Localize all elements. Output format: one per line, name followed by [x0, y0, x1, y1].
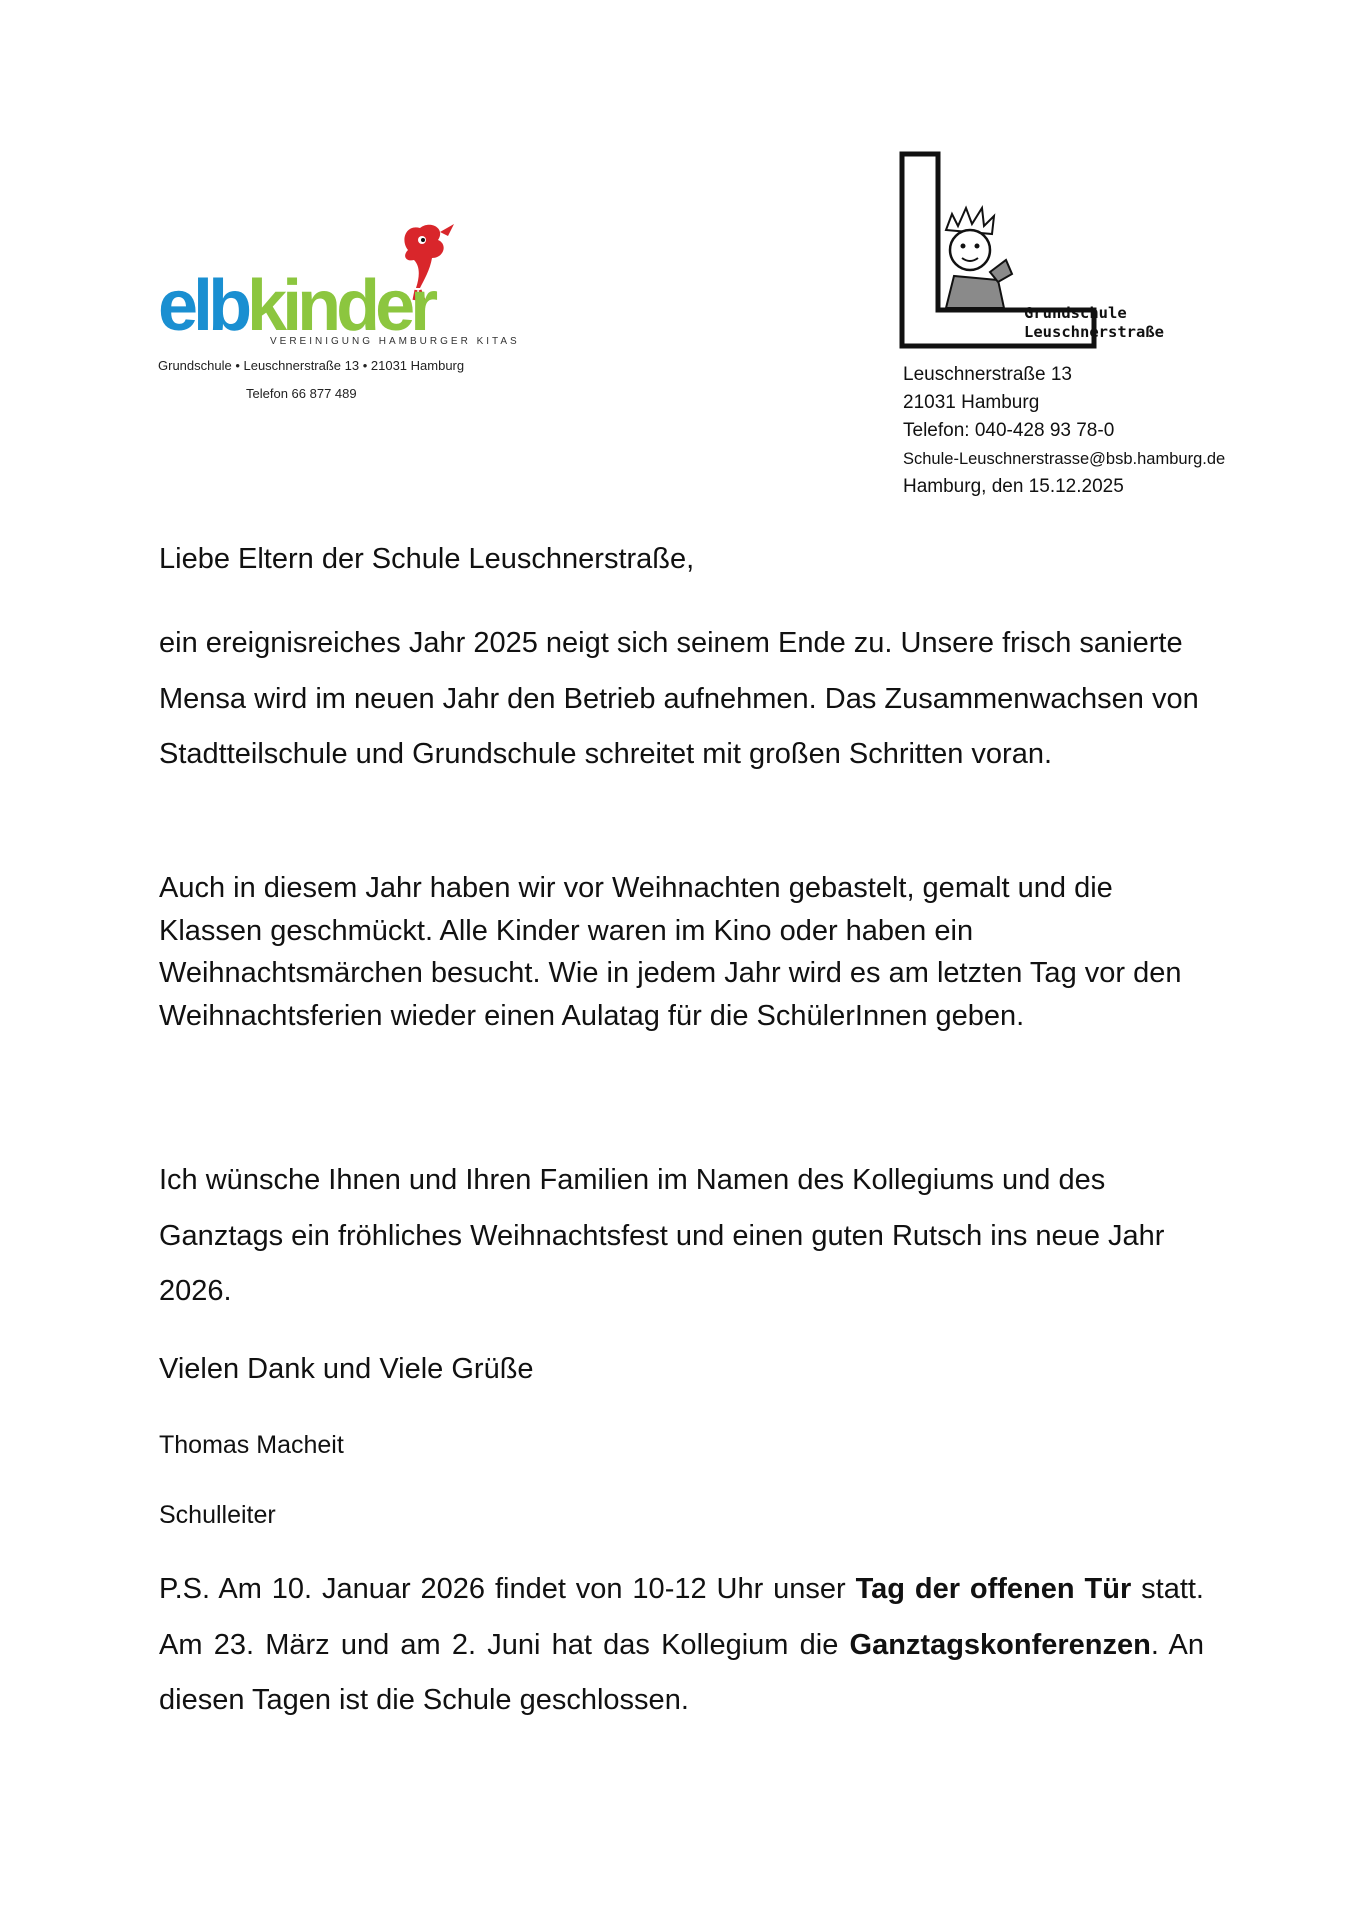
paragraph-2: Auch in diesem Jahr haben wir vor Weihnachten gebastelt, gemalt und die Klassen geschmückt. Alle Kinder waren im Kino oder haben ein Weihnachtsmärchen besucht. Wie in jedem Jahr wird es am letzten Tag vor den Weihnachtsferien wieder einen Aulatag für die SchülerInnen geben. [159, 872, 1182, 1032]
elbkinder-logo [158, 218, 520, 348]
postscript-text-1: P.S. Am 10. Januar 2026 findet von 10-12 Uhr unser [159, 1573, 856, 1605]
postscript-text-2: statt. Am 23. März und am 2. Juni hat das Kollegium die [159, 1573, 1204, 1661]
school-phone: Telefon: 040-428 93 78-0 [903, 420, 1115, 441]
elbkinder-wordmark: elbkinder [158, 266, 434, 346]
school-street: Leuschnerstraße 13 [903, 364, 1072, 385]
signer-name: Thomas Macheit [159, 1431, 344, 1459]
closing: Vielen Dank und Viele Grüße [159, 1353, 534, 1385]
postscript [159, 1562, 1204, 1729]
paragraph-3: Ich wünsche Ihnen und Ihren Familien im Namen des Kollegiums und des Ganztags ein fröhliches Weihnachtsfest und einen guten Rutsch ins neue Jahr 2026. [159, 1164, 1165, 1307]
elbkinder-tagline: VEREINIGUNG HAMBURGER KITAS [270, 336, 520, 347]
paragraph-1: ein ereignisreiches Jahr 2025 neigt sich seinem Ende zu. Unsere frisch sanierte Mensa wird im neuen Jahr den Betrieb aufnehmen. Das Zusammenwachsen von Stadtteilschule und Grundschule schreitet mit großen Schritten voran. [159, 627, 1199, 770]
elbkinder-phone: Telefon 66 877 489 [246, 386, 357, 401]
conference-highlight: Ganztagskonferenzen [849, 1628, 1151, 1661]
school-logo-text [1024, 304, 1164, 342]
letter-date: Hamburg, den 15.12.2025 [903, 476, 1124, 497]
postscript-text-3: . An diesen Tagen ist die Schule geschlossen. [159, 1628, 1204, 1716]
school-email: Schule-Leuschnerstrasse@bsb.hamburg.de [903, 450, 1226, 468]
child-mascot-icon [946, 208, 1012, 308]
school-logo-line2: Leuschnerstraße [1024, 323, 1164, 341]
school-logo [894, 150, 1184, 350]
elbkinder-logo-graphic [158, 218, 478, 348]
elbkinder-address: Grundschule • Leuschnerstraße 13 • 21031 Hamburg [158, 358, 465, 373]
salutation: Liebe Eltern der Schule Leuschnerstraße, [159, 543, 695, 575]
open-day-highlight: Tag der offenen Tür [855, 1573, 1132, 1605]
school-city: 21031 Hamburg [903, 392, 1040, 413]
school-logo-line1: Grundschule [1024, 304, 1127, 322]
signer-role: Schulleiter [159, 1501, 276, 1529]
